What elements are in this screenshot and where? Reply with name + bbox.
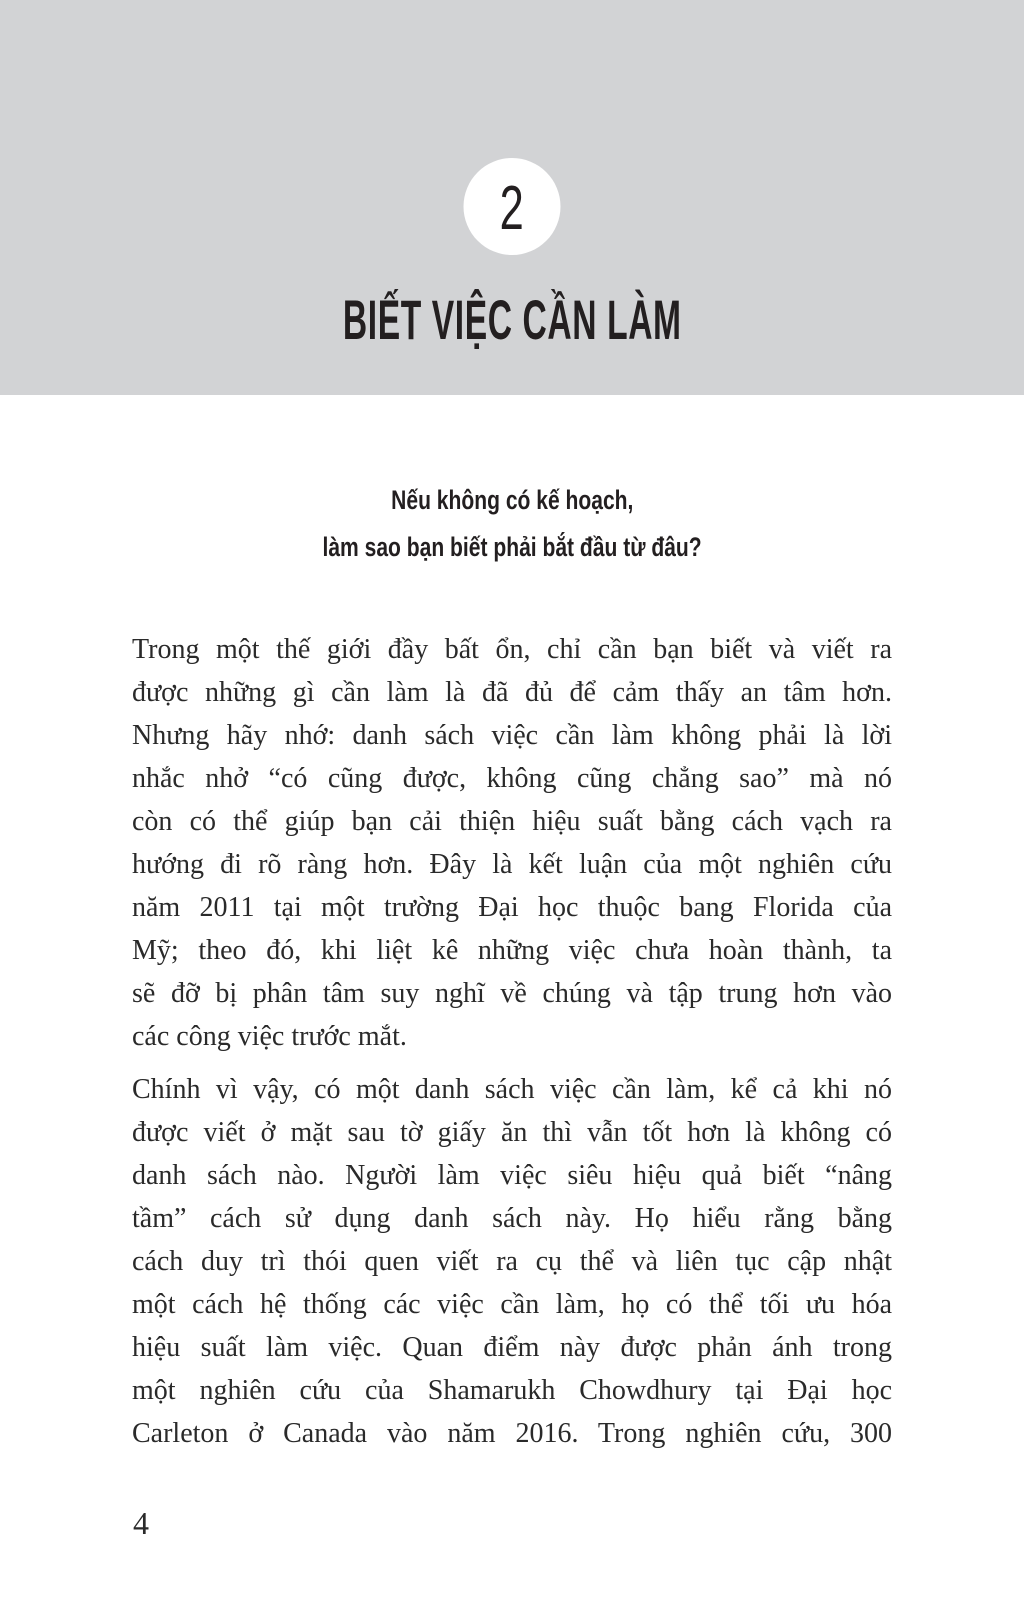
body-line: hướng đi rõ ràng hơn. Đây là kết luận của một nghiên cứu	[132, 849, 892, 880]
body-line: hiệu suất làm việc. Quan điểm này được phản ánh trong	[132, 1332, 892, 1363]
chapter-title	[0, 288, 1024, 360]
page-number: 4	[133, 1505, 149, 1541]
epigraph-line	[0, 479, 1024, 526]
chapter-epigraph	[0, 479, 1024, 573]
chapter-header	[0, 0, 1024, 395]
page-footer	[0, 1505, 1024, 1541]
body-line: Mỹ; theo đó, khi liệt kê những việc chưa hoàn thành, ta	[132, 935, 892, 966]
chapter-number-circle	[464, 158, 561, 255]
body-line: một cách hệ thống các việc cần làm, họ có thể tối ưu hóa	[132, 1289, 892, 1320]
paragraph	[132, 1068, 892, 1455]
chapter-number: 2	[499, 173, 525, 243]
body-line: Trong một thế giới đầy bất ổn, chỉ cần bạn biết và viết ra	[132, 634, 892, 665]
chapter-title-text: BIẾT VIỆC CẦN LÀM	[342, 288, 682, 351]
body-line: còn có thể giúp bạn cải thiện hiệu suất bằng cách vạch ra	[132, 806, 892, 837]
epigraph-line	[0, 526, 1024, 573]
epigraph-line-text: làm sao bạn biết phải bắt đầu từ đâu?	[322, 532, 702, 562]
body-line: Chính vì vậy, có một danh sách việc cần làm, kể cả khi nó	[132, 1074, 892, 1105]
paragraph	[132, 628, 892, 1058]
body-line: cách duy trì thói quen viết ra cụ thể và liên tục cập nhật	[132, 1246, 892, 1277]
body-line: danh sách nào. Người làm việc siêu hiệu quả biết “nâng	[132, 1160, 892, 1191]
body-text	[132, 628, 892, 1455]
body-line: một nghiên cứu của Shamarukh Chowdhury tại Đại học	[132, 1375, 892, 1406]
body-line: các công việc trước mắt.	[132, 1021, 407, 1052]
epigraph-line-text: Nếu không có kế hoạch,	[390, 485, 634, 515]
body-line: Nhưng hãy nhớ: danh sách việc cần làm không phải là lời	[132, 720, 892, 751]
body-line: nhắc nhở “có cũng được, không cũng chẳng sao” mà nó	[132, 763, 892, 794]
body-line: sẽ đỡ bị phân tâm suy nghĩ về chúng và tập trung hơn vào	[132, 978, 892, 1009]
body-line: Carleton ở Canada vào năm 2016. Trong nghiên cứu, 300	[132, 1418, 892, 1449]
body-line: được viết ở mặt sau tờ giấy ăn thì vẫn tốt hơn là không có	[132, 1117, 892, 1148]
body-line: tầm” cách sử dụng danh sách này. Họ hiểu rằng bằng	[132, 1203, 892, 1234]
body-line: năm 2011 tại một trường Đại học thuộc bang Florida của	[132, 892, 892, 923]
body-line: được những gì cần làm là đã đủ để cảm thấy an tâm hơn.	[132, 677, 892, 708]
